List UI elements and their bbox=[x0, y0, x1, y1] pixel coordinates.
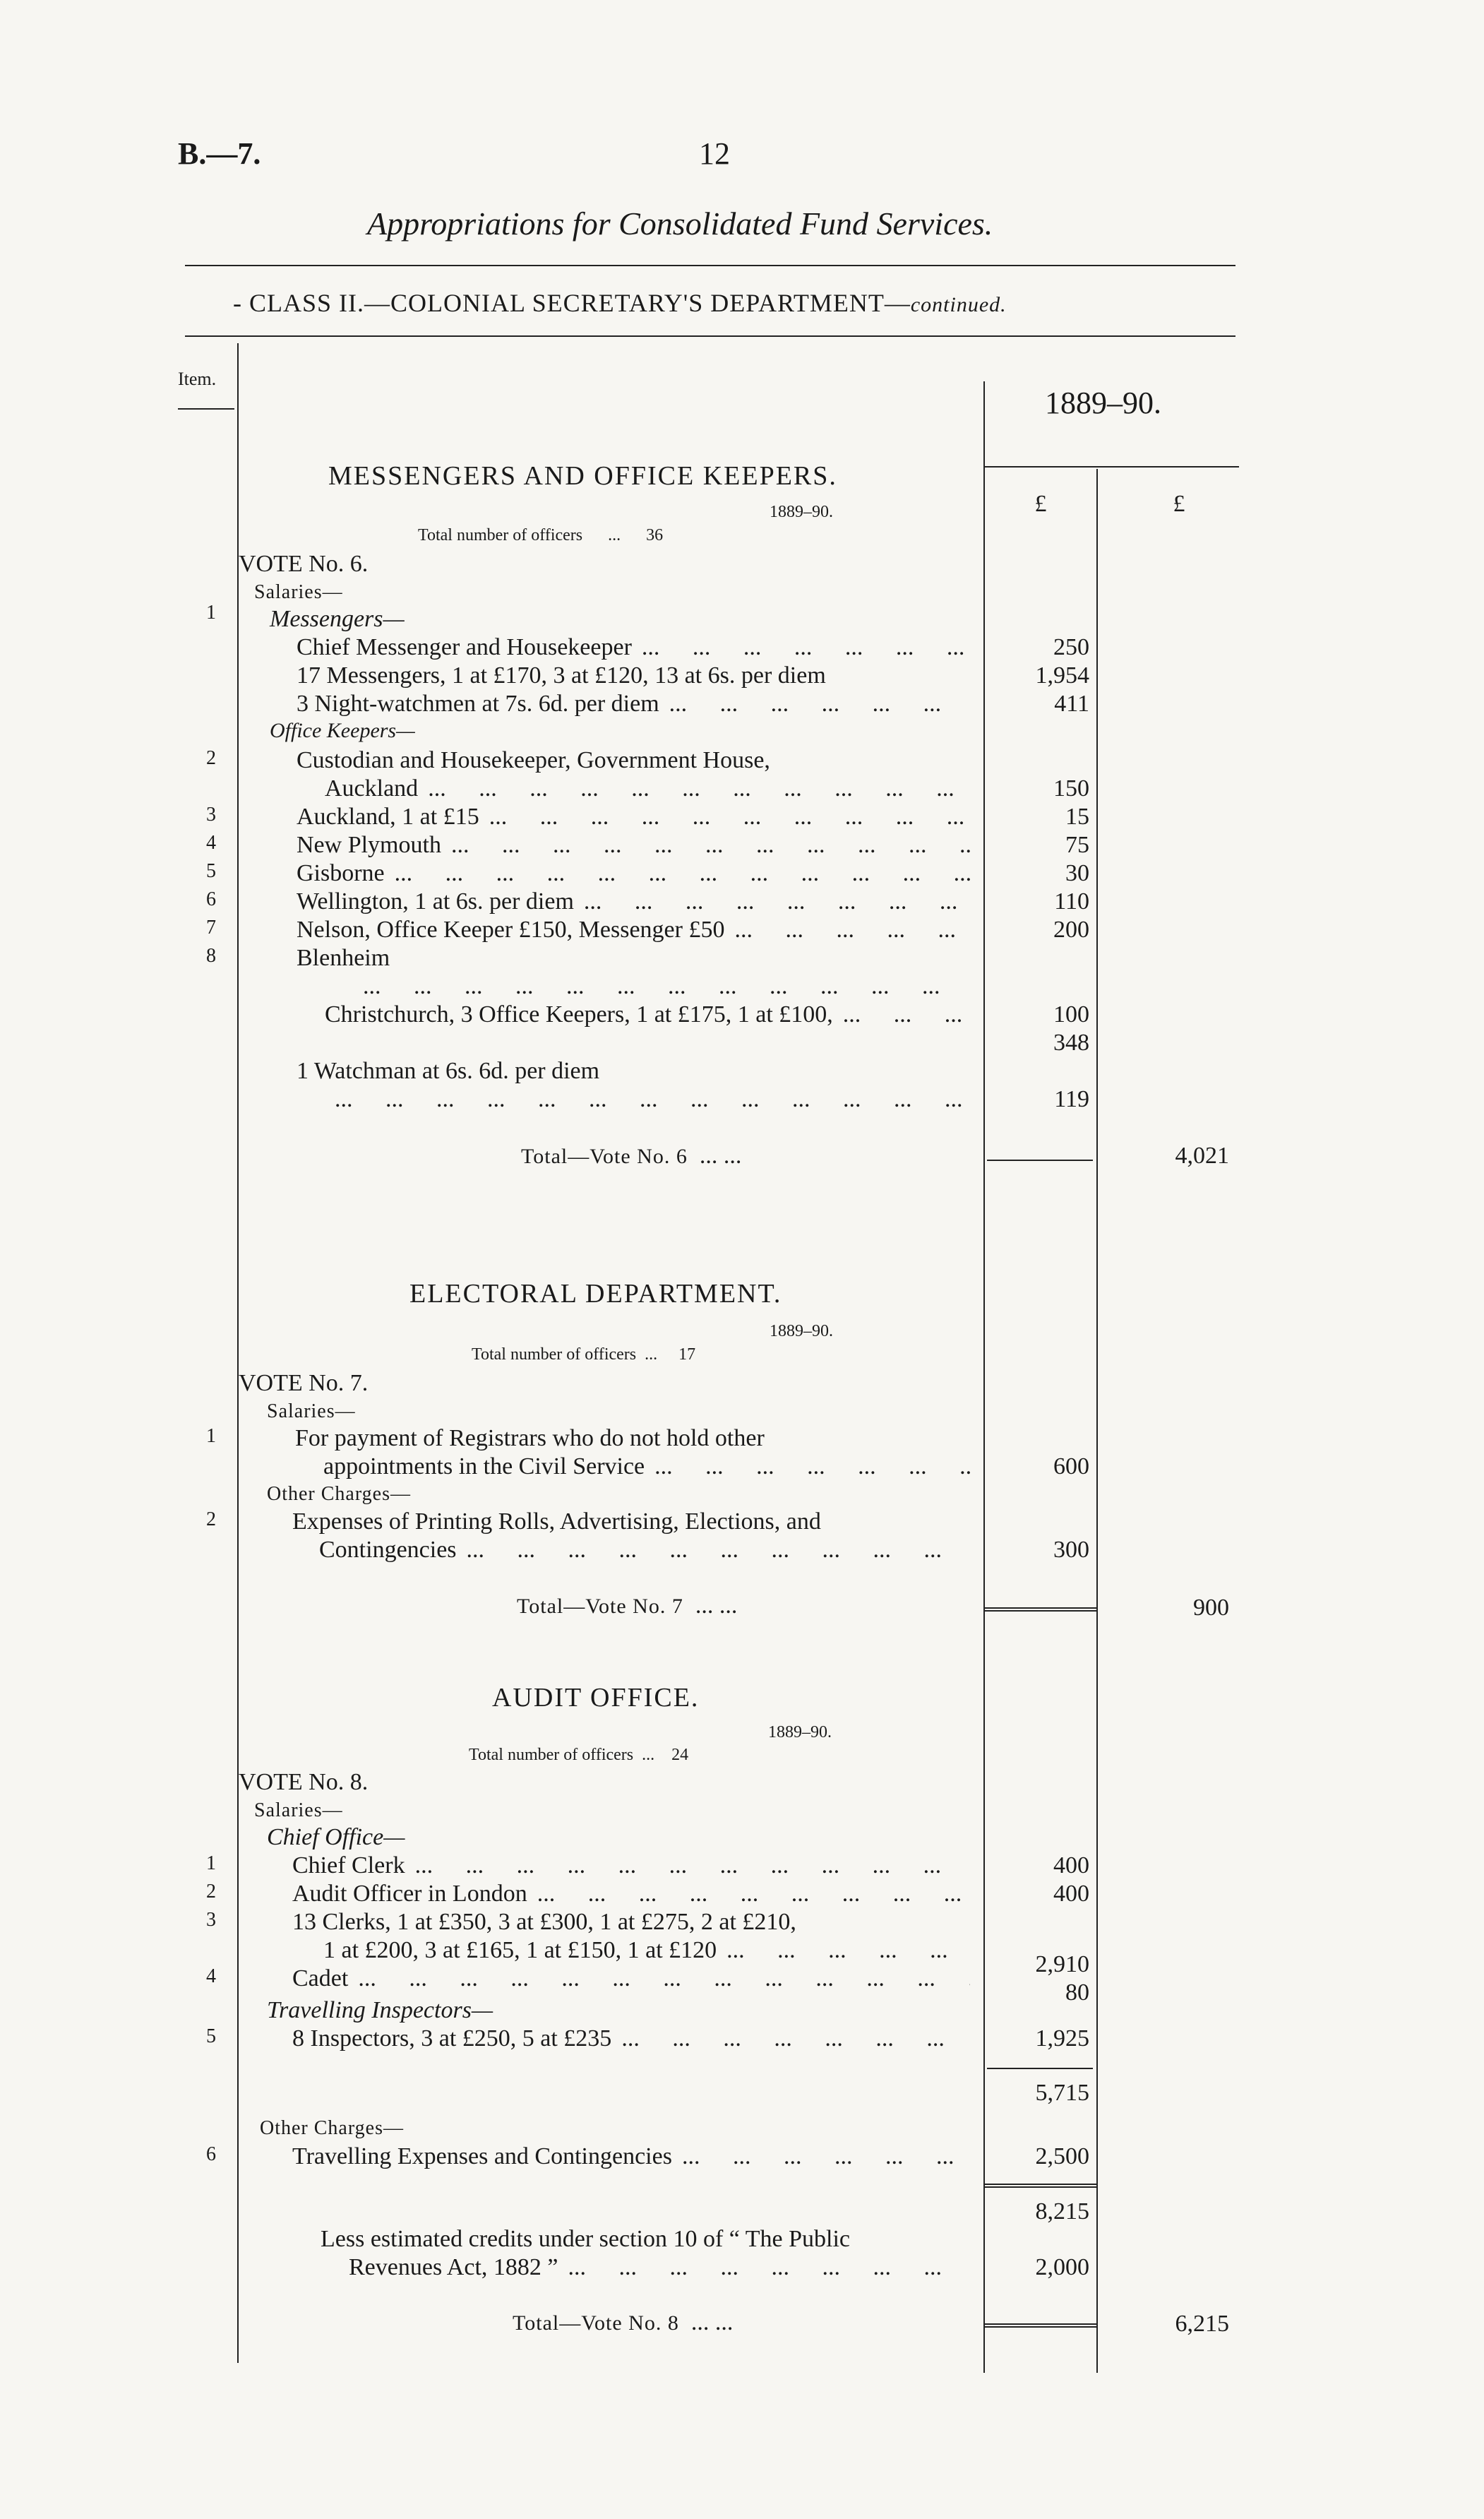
line-item: Cadet ... . bbox=[292, 1965, 970, 1992]
other-charges-label: Other Charges— bbox=[267, 1483, 411, 1505]
line-item: Audit Officer in London ... . bbox=[292, 1881, 970, 1907]
line-item-cont bbox=[325, 1086, 970, 1113]
line-item: 1 Watchman at 6s. 6d. per diem bbox=[297, 1058, 600, 1084]
line-item: 17 Messengers, 1 at £170, 3 at £120, 13 at 6s. per diem bbox=[297, 662, 826, 689]
line-item: Nelson, Office Keeper £150, Messenger £50 ... . bbox=[297, 917, 970, 943]
line-amount: 348 bbox=[1053, 1030, 1089, 1056]
line-amount: 2,500 bbox=[1035, 2143, 1089, 2169]
line-item: Custodian and Housekeeper, Government House, bbox=[297, 747, 770, 773]
subheading-travelling-inspectors: Travelling Inspectors— bbox=[267, 1997, 493, 2023]
line-item: Chief Clerk ... . bbox=[292, 1852, 970, 1879]
year-header: 1889–90. bbox=[1045, 386, 1161, 420]
line-amount: 119 bbox=[1054, 1086, 1089, 1112]
item-number: 1 bbox=[206, 1425, 216, 1447]
line-amount: 1,954 bbox=[1035, 662, 1089, 689]
line-item-cont bbox=[353, 973, 970, 1000]
vote-label: VOTE No. 8. bbox=[239, 1769, 369, 1795]
total-rule bbox=[983, 1607, 1096, 1612]
line-amount: 300 bbox=[1053, 1537, 1089, 1563]
line-item: 8 Inspectors, 3 at £250, 5 at £235 ... . bbox=[292, 2025, 970, 2052]
officers-year: 1889–90. bbox=[770, 503, 833, 521]
line-item: 3 Night-watchmen at 7s. 6d. per diem ... . bbox=[297, 691, 970, 717]
subheading-office-keepers: Office Keepers— bbox=[270, 719, 415, 742]
line-amount: 600 bbox=[1053, 1453, 1089, 1479]
officers-label: Total number of officers ... 17 bbox=[472, 1345, 696, 1364]
item-number: 2 bbox=[206, 1881, 216, 1902]
line-item-cont: 1 at £200, 3 at £165, 1 at £150, 1 at £120 ... . bbox=[323, 1937, 970, 1964]
year-header-rule bbox=[985, 466, 1239, 468]
item-header-rule bbox=[178, 408, 234, 410]
line-item: Blenheim bbox=[297, 945, 390, 971]
officers-label: Total number of officers ... 24 bbox=[469, 1746, 689, 1764]
class-heading: - CLASS II.—COLONIAL SECRETARY'S DEPARTMENT—continued. bbox=[233, 289, 1007, 317]
line-amount: 150 bbox=[1053, 775, 1089, 802]
page-title: Appropriations for Consolidated Fund Services. bbox=[367, 206, 993, 242]
line-item: 13 Clerks, 1 at £350, 3 at £300, 1 at £275, 2 at £210, bbox=[292, 1909, 796, 1935]
section-title-electoral: ELECTORAL DEPARTMENT. bbox=[409, 1279, 782, 1309]
item-column-divider bbox=[237, 343, 239, 2363]
salaries-label: Salaries— bbox=[254, 581, 343, 603]
total-rule bbox=[987, 1160, 1093, 1161]
item-number: 1 bbox=[206, 602, 216, 624]
officers-year: 1889–90. bbox=[768, 1723, 832, 1741]
line-item-cont: appointments in the Civil Service ... . bbox=[323, 1453, 970, 1480]
document-code: B.—7. bbox=[178, 136, 261, 171]
line-amount: 110 bbox=[1054, 888, 1089, 915]
officers-label: Total number of officers ... 36 bbox=[418, 526, 664, 544]
vote-total-amount: 900 bbox=[1193, 1595, 1229, 1621]
line-item-cont: Contingencies ... . bbox=[319, 1537, 970, 1564]
item-number: 2 bbox=[206, 1508, 216, 1530]
item-number: 3 bbox=[206, 1909, 216, 1931]
line-amount: 30 bbox=[1065, 860, 1089, 886]
rule-top bbox=[185, 265, 1235, 266]
officers-year: 1889–90. bbox=[770, 1322, 833, 1340]
less-credits-line-cont: Revenues Act, 1882 ” ... . bbox=[349, 2254, 970, 2281]
item-number: 5 bbox=[206, 860, 216, 882]
page-number: 12 bbox=[699, 136, 730, 171]
less-credits-line: Less estimated credits under section 10 of “ The Public bbox=[321, 2226, 851, 2252]
vote-total-label: Total—Vote No. 8 ... ... bbox=[513, 2309, 734, 2335]
salaries-label: Salaries— bbox=[267, 1400, 356, 1422]
line-item: Travelling Expenses and Contingencies ... . bbox=[292, 2143, 970, 2170]
line-amount: 15 bbox=[1065, 804, 1089, 830]
line-item: Christchurch, 3 Office Keepers, 1 at £175, 1 at £100, ... . bbox=[325, 1001, 970, 1028]
less-credits-amount: 2,000 bbox=[1035, 2254, 1089, 2280]
vote-total-label: Total—Vote No. 6 ... ... bbox=[521, 1143, 742, 1169]
item-number: 4 bbox=[206, 832, 216, 854]
line-item: Wellington, 1 at 6s. per diem ... . bbox=[297, 888, 970, 915]
vote-label: VOTE No. 6. bbox=[239, 551, 369, 577]
line-item: For payment of Registrars who do not hold other bbox=[295, 1425, 765, 1451]
item-number: 6 bbox=[206, 888, 216, 910]
currency-header-total: £ bbox=[1173, 491, 1185, 517]
line-amount: 400 bbox=[1053, 1881, 1089, 1907]
line-item: Auckland, 1 at £15 ... . bbox=[297, 804, 970, 830]
line-amount: 200 bbox=[1053, 917, 1089, 943]
line-item-cont: Auckland ... . bbox=[325, 775, 970, 802]
total-column-divider bbox=[1096, 469, 1098, 2373]
total-rule bbox=[983, 2323, 1096, 2328]
line-amount: 75 bbox=[1065, 832, 1089, 858]
line-amount: 400 bbox=[1053, 1852, 1089, 1878]
salaries-label: Salaries— bbox=[254, 1799, 343, 1821]
vote-label: VOTE No. 7. bbox=[239, 1370, 369, 1396]
subtotal-rule bbox=[987, 2068, 1093, 2069]
item-number: 2 bbox=[206, 747, 216, 769]
subtotal-rule bbox=[983, 2184, 1096, 2188]
item-number: 3 bbox=[206, 804, 216, 826]
item-number: 6 bbox=[206, 2143, 216, 2165]
line-item: Gisborne ... . bbox=[297, 860, 970, 887]
line-amount: 411 bbox=[1054, 691, 1089, 717]
line-amount: 2,910 bbox=[1035, 1951, 1089, 1977]
item-number: 1 bbox=[206, 1852, 216, 1874]
line-item: Chief Messenger and Housekeeper ... . bbox=[297, 634, 970, 661]
item-number: 7 bbox=[206, 917, 216, 939]
subtotal-amount: 8,215 bbox=[1035, 2198, 1089, 2225]
subheading-messengers: Messengers— bbox=[270, 606, 405, 632]
currency-header-amount: £ bbox=[1034, 491, 1047, 517]
item-number: 4 bbox=[206, 1965, 216, 1987]
vote-total-amount: 4,021 bbox=[1175, 1143, 1229, 1169]
line-item: Expenses of Printing Rolls, Advertising, Elections, and bbox=[292, 1508, 821, 1535]
section-title-audit: AUDIT OFFICE. bbox=[492, 1683, 700, 1713]
line-amount: 1,925 bbox=[1035, 2025, 1089, 2051]
subtotal-amount: 5,715 bbox=[1035, 2080, 1089, 2106]
vote-total-label: Total—Vote No. 7 ... ... bbox=[517, 1592, 738, 1619]
section-title-messengers: MESSENGERS AND OFFICE KEEPERS. bbox=[328, 461, 837, 491]
rule-class bbox=[185, 335, 1235, 337]
subheading-chief-office: Chief Office— bbox=[267, 1824, 405, 1850]
line-item: New Plymouth ... . bbox=[297, 832, 970, 859]
other-charges-label: Other Charges— bbox=[260, 2117, 404, 2139]
item-number: 8 bbox=[206, 945, 216, 967]
line-amount: 100 bbox=[1053, 1001, 1089, 1028]
item-number: 5 bbox=[206, 2025, 216, 2047]
line-amount: 80 bbox=[1065, 1979, 1089, 2006]
item-column-header: Item. bbox=[178, 369, 217, 389]
vote-total-amount: 6,215 bbox=[1175, 2311, 1229, 2337]
line-amount: 250 bbox=[1053, 634, 1089, 660]
